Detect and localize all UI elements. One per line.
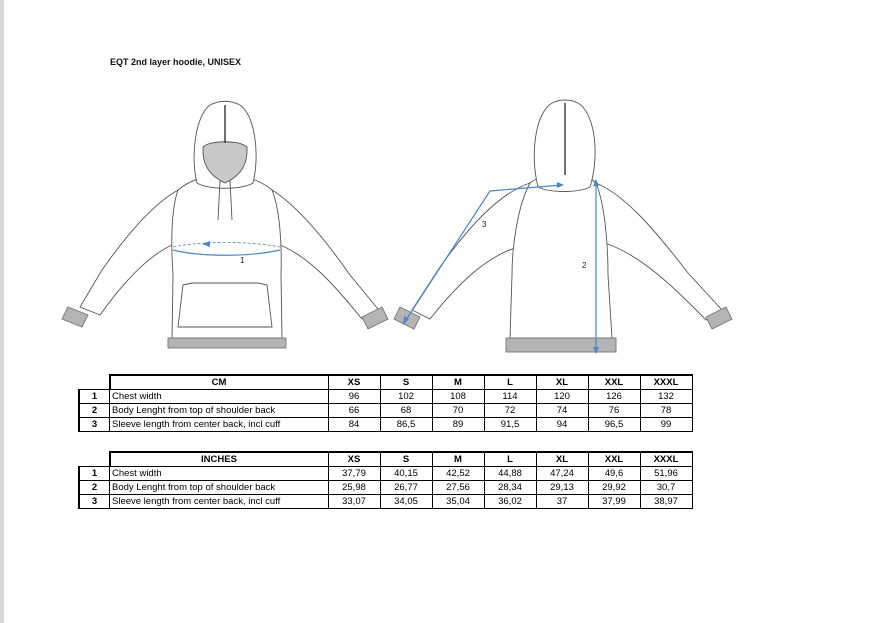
measurement-value: 114 — [484, 390, 536, 404]
size-header: M — [432, 375, 484, 390]
measurement-value: 96,5 — [588, 418, 640, 432]
measurement-value: 49,6 — [588, 467, 640, 481]
measurement-value: 40,15 — [380, 467, 432, 481]
measurement-label: Chest width — [110, 467, 329, 481]
row-number: 2 — [79, 481, 110, 495]
row-number: 1 — [79, 467, 110, 481]
size-header: XS — [328, 452, 380, 467]
page-edge — [0, 0, 4, 623]
measurement-value: 108 — [432, 390, 484, 404]
size-header: S — [380, 375, 432, 390]
measurement-value: 76 — [588, 404, 640, 418]
measurement-label: Sleeve length from center back, incl cuff — [110, 495, 329, 509]
unit-header: INCHES — [110, 452, 329, 467]
measurement-value: 86,5 — [380, 418, 432, 432]
measurement-value: 66 — [328, 404, 380, 418]
size-header: XS — [328, 375, 380, 390]
measurement-value: 29,92 — [588, 481, 640, 495]
measurement-value: 37,99 — [588, 495, 640, 509]
measurement-value: 34,05 — [380, 495, 432, 509]
measurement-value: 27,56 — [432, 481, 484, 495]
measurement-value: 29,13 — [536, 481, 588, 495]
measurement-value: 132 — [640, 390, 692, 404]
inch-size-table — [78, 451, 693, 509]
measurement-label: Body Lenght from top of shoulder back — [110, 404, 329, 418]
measurement-value: 102 — [380, 390, 432, 404]
header-blank-cell — [79, 375, 110, 390]
size-header: XL — [536, 375, 588, 390]
cm-size-table — [78, 374, 693, 432]
measurement-value: 78 — [640, 404, 692, 418]
measurement-value: 74 — [536, 404, 588, 418]
measurement-value: 37,79 — [328, 467, 380, 481]
size-header: M — [432, 452, 484, 467]
document-title: EQT 2nd layer hoodie, UNISEX — [110, 57, 242, 67]
row-number: 3 — [79, 418, 110, 432]
size-header: XXL — [588, 375, 640, 390]
measurement-value: 38,97 — [640, 495, 692, 509]
inch-header-row — [79, 452, 692, 467]
measurement-value: 25,98 — [328, 481, 380, 495]
measurement-value: 72 — [484, 404, 536, 418]
table-row — [79, 418, 692, 432]
measurement-label: Chest width — [110, 390, 329, 404]
hoodie-back — [394, 100, 732, 352]
table-row — [79, 404, 692, 418]
front-marker-1: 1 — [240, 256, 245, 265]
measurement-value: 28,34 — [484, 481, 536, 495]
measurement-value: 99 — [640, 418, 692, 432]
measurement-value: 35,04 — [432, 495, 484, 509]
size-header: XXXL — [640, 375, 692, 390]
row-number: 3 — [79, 495, 110, 509]
table-row — [79, 390, 692, 404]
table-row — [79, 495, 692, 509]
row-number: 2 — [79, 404, 110, 418]
measurement-value: 37 — [536, 495, 588, 509]
size-header: XXXL — [640, 452, 692, 467]
measurement-value: 126 — [588, 390, 640, 404]
size-header: L — [484, 375, 536, 390]
back-marker-3: 3 — [482, 220, 487, 229]
measurement-value: 89 — [432, 418, 484, 432]
measurement-label: Body Lenght from top of shoulder back — [110, 481, 329, 495]
unit-header: CM — [110, 375, 329, 390]
measurement-value: 96 — [328, 390, 380, 404]
measurement-value: 91,5 — [484, 418, 536, 432]
measurement-value: 84 — [328, 418, 380, 432]
measurement-value: 36,02 — [484, 495, 536, 509]
back-marker-2: 2 — [582, 261, 587, 270]
size-header: S — [380, 452, 432, 467]
measurement-value: 44,88 — [484, 467, 536, 481]
measurement-value: 51,96 — [640, 467, 692, 481]
size-header: XL — [536, 452, 588, 467]
measurement-value: 120 — [536, 390, 588, 404]
size-header: XXL — [588, 452, 640, 467]
measurement-value: 33,07 — [328, 495, 380, 509]
measurement-label: Sleeve length from center back, incl cuff — [110, 418, 329, 432]
hoodie-front — [62, 101, 388, 348]
row-number: 1 — [79, 390, 110, 404]
measurement-value: 42,52 — [432, 467, 484, 481]
table-row — [79, 467, 692, 481]
measurement-value: 70 — [432, 404, 484, 418]
measurement-value: 30,7 — [640, 481, 692, 495]
size-header: L — [484, 452, 536, 467]
hoodie-illustration — [60, 95, 740, 365]
measurement-value: 94 — [536, 418, 588, 432]
table-row — [79, 481, 692, 495]
header-blank-cell — [79, 452, 110, 467]
measurement-value: 47,24 — [536, 467, 588, 481]
cm-header-row — [79, 375, 692, 390]
measurement-value: 68 — [380, 404, 432, 418]
measurement-value: 26,77 — [380, 481, 432, 495]
